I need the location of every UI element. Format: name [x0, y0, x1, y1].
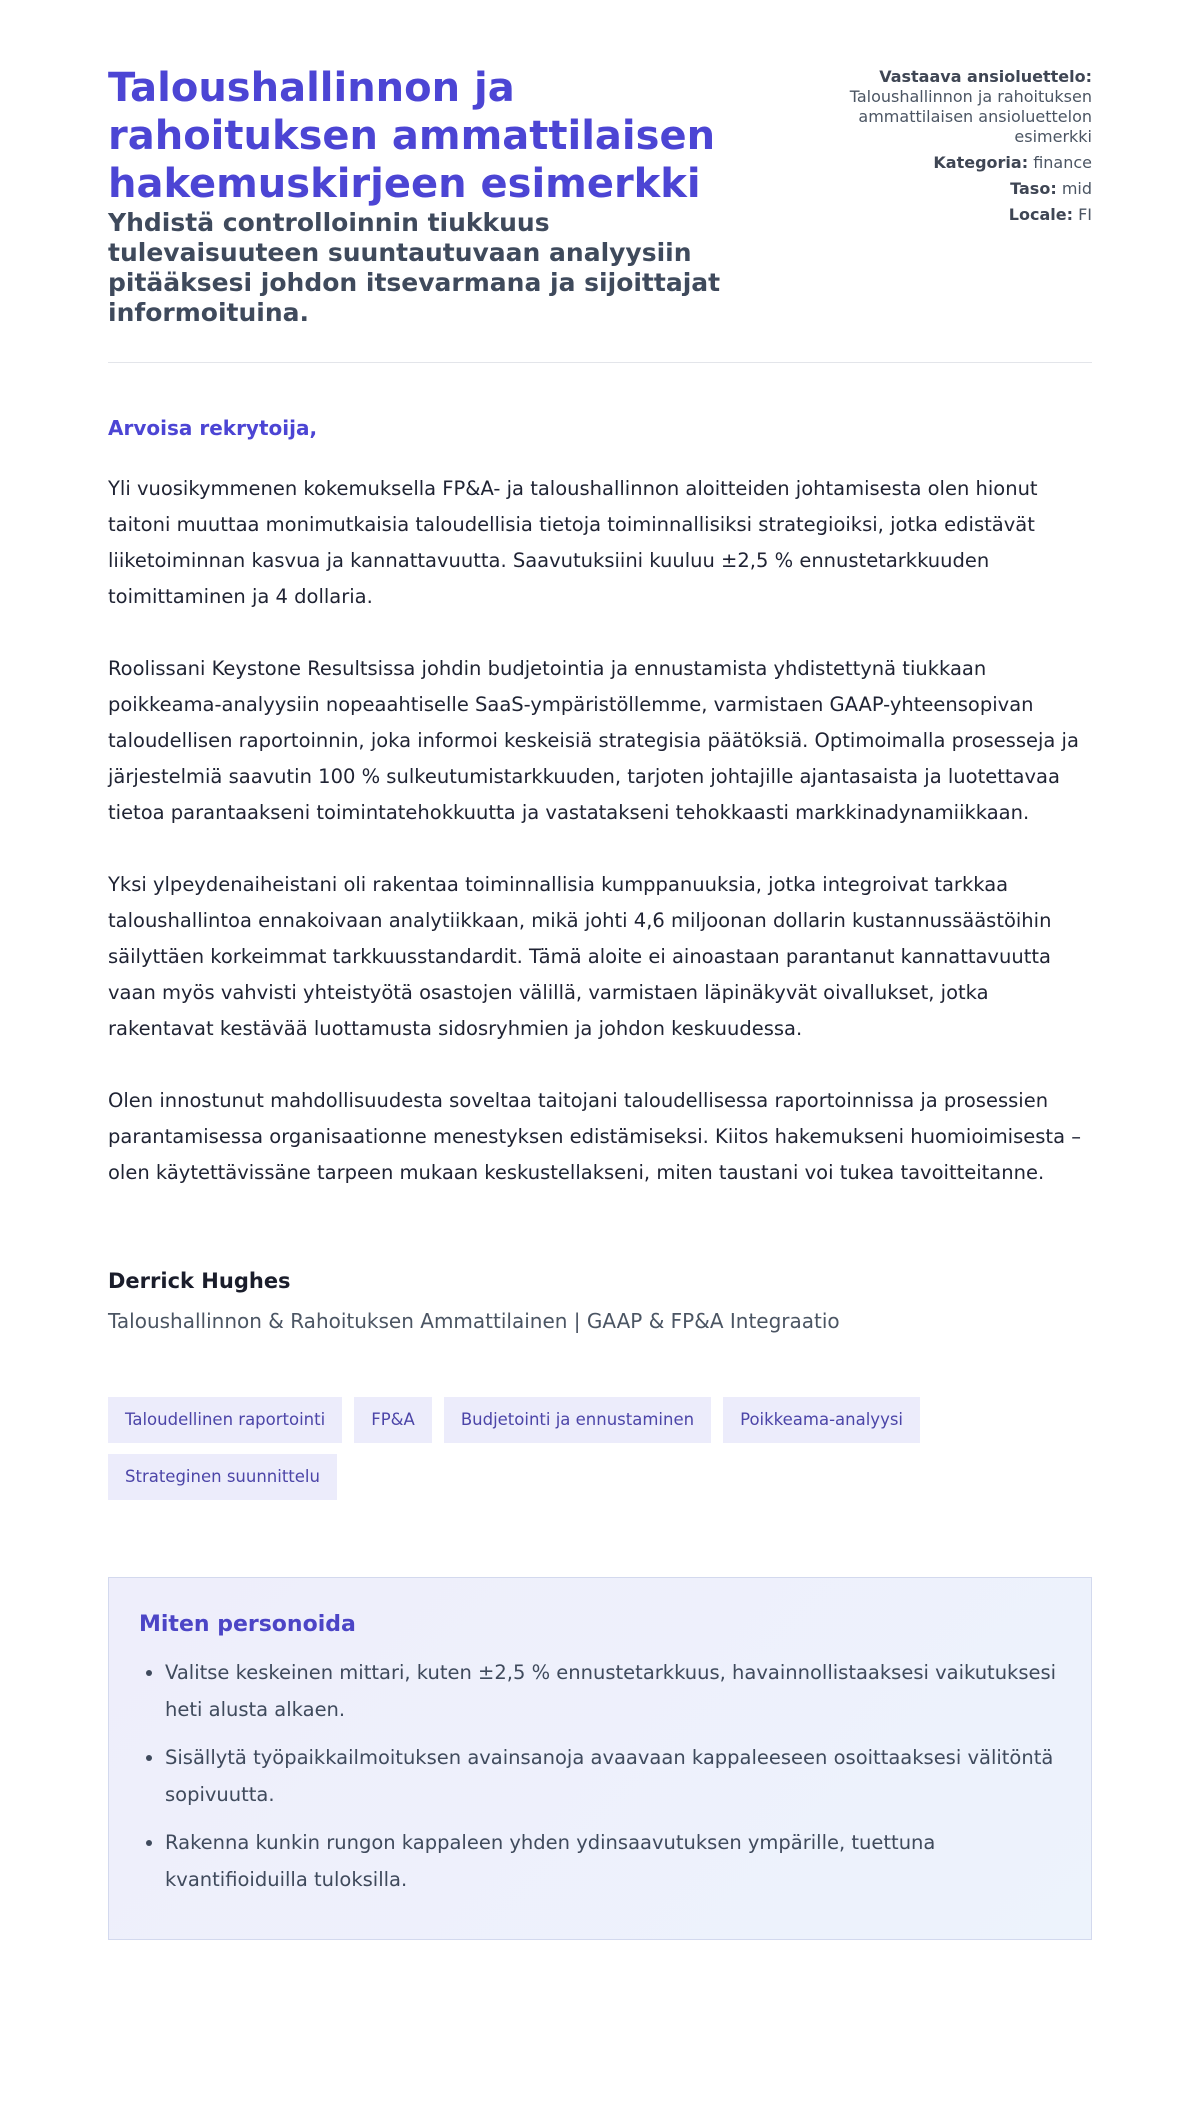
page-title: Taloushallinnon ja rahoituksen ammattilaisen hakemuskirjeen esimerkki	[108, 65, 716, 207]
meta-locale-value: FI	[1078, 205, 1092, 224]
meta-category-key: Kategoria:	[933, 153, 1029, 172]
meta-category-value: finance	[1033, 153, 1092, 172]
meta-panel	[802, 67, 1092, 231]
personalization-tips-box	[108, 1577, 1092, 1940]
page-subtitle: Yhdistä controlloinnin tiukkuus tulevaisuuteen suuntautuvaan analyysiin pitääksesi johdon itsevarmana ja sijoittajat informoituina.	[108, 208, 721, 327]
page-header	[108, 64, 1092, 328]
meta-resume-key: Vastaava ansioluettelo:	[879, 67, 1092, 86]
tip-item: • Sisällytä työpaikkailmoituksen avainsanoja avaavaan kappaleeseen osoittaaksesi välitöntä sopivuutta.	[165, 1739, 1061, 1813]
tips-list	[139, 1654, 1061, 1898]
header-divider	[108, 362, 1092, 363]
letter-paragraph-1: Yli vuosikymmenen kokemuksella FP&A- ja taloushallinnon aloitteiden johtamisesta olen hionut taitoni muuttaa monimutkaisia taloudellisia tietoja toiminnallisiksi strategioiksi, jotka edistävät liiketoiminnan kasvua ja kannattavuutta. Saavutuksiini kuuluu ±2,5 % ennustetarkkuuden toimittaminen ja 4 dollaria.	[108, 477, 1038, 608]
tip-item: • Rakenna kunkin rungon kappaleen yhden ydinsaavutuksen ympärille, tuettuna kvantifioiduilla tuloksilla.	[165, 1824, 1061, 1898]
meta-locale	[802, 205, 1092, 225]
tip-item: • Valitse keskeinen mittari, kuten ±2,5 % ennustetarkkuus, havainnollistaaksesi vaikutuksesi heti alusta alkaen.	[165, 1654, 1061, 1728]
letter-paragraph-2: Roolissani Keystone Resultsissa johdin budjetointia ja ennustamista yhdistettynä tiukkaan poikkeama-analyysiin nopeaahtiselle SaaS-ympäristöllemme, varmistaen GAAP-yhteensopivan taloudellisen raportoinnin, joka informoi keskeisiä strategisia päätöksiä. Optimoimalla prosesseja ja järjestelmiä saavutin 100 % sulkeutumistarkkuuden, tarjoten johtajille ajantasaista ja luotettavaa tietoa parantaakseni toimintatehokkuutta ja vastatakseni tehokkaasti markkinadynamiikkaan.	[108, 657, 1079, 824]
meta-resume	[802, 67, 1092, 147]
signature-title: Taloushallinnon & Rahoituksen Ammattilainen | GAAP & FP&A Integraatio	[108, 1309, 840, 1333]
skill-tag: Strateginen suunnittelu	[108, 1454, 337, 1500]
meta-resume-value[interactable]: Taloushallinnon ja rahoituksen ammattilaisen ansioluettelon esimerkki	[849, 87, 1092, 146]
meta-category	[802, 153, 1092, 173]
skill-tag: Taloudellinen raportointi	[108, 1397, 342, 1443]
meta-locale-key: Locale:	[1008, 205, 1073, 224]
meta-level-key: Taso:	[1010, 179, 1057, 198]
meta-level-value: mid	[1061, 179, 1092, 198]
skill-tag: FP&A	[354, 1397, 432, 1443]
meta-level	[802, 179, 1092, 199]
skill-tag: Budjetointi ja ennustaminen	[444, 1397, 711, 1443]
signature-name: Derrick Hughes	[108, 1269, 291, 1293]
header-titles	[108, 64, 748, 328]
letter-paragraph-4: Olen innostunut mahdollisuudesta soveltaa taitojani taloudellisessa raportoinnissa ja prosessien parantamisessa organisaationne menestyksen edistämiseksi. Kiitos hakemukseni huomioimisesta – olen käytettävissäne tarpeen mukaan keskustellakseni, miten taustani voi tukea tavoitteitanne.	[108, 1089, 1081, 1184]
salutation: Arvoisa rekrytoija,	[108, 416, 318, 440]
letter-paragraph-3: Yksi ylpeydenaiheistani oli rakentaa toiminnallisia kumppanuuksia, jotka integroivat tarkkaa taloushallintoa ennakoivaan analytiikkaan, mikä johti 4,6 miljoonan dollarin kustannussäästöihin säilyttäen korkeimmat tarkkuusstandardit. Tämä aloite ei ainoastaan parantanut kannattavuutta vaan myös vahvisti yhteistyötä osastojen välillä, varmistaen läpinäkyvät oivallukset, jotka rakentavat kestävää luottamusta sidosryhmien ja johdon keskuudessa.	[108, 873, 1052, 1040]
skill-tag: Poikkeama-analyysi	[723, 1397, 920, 1443]
tips-title: Miten personoida	[139, 1612, 356, 1637]
skill-tags	[108, 1397, 1098, 1511]
